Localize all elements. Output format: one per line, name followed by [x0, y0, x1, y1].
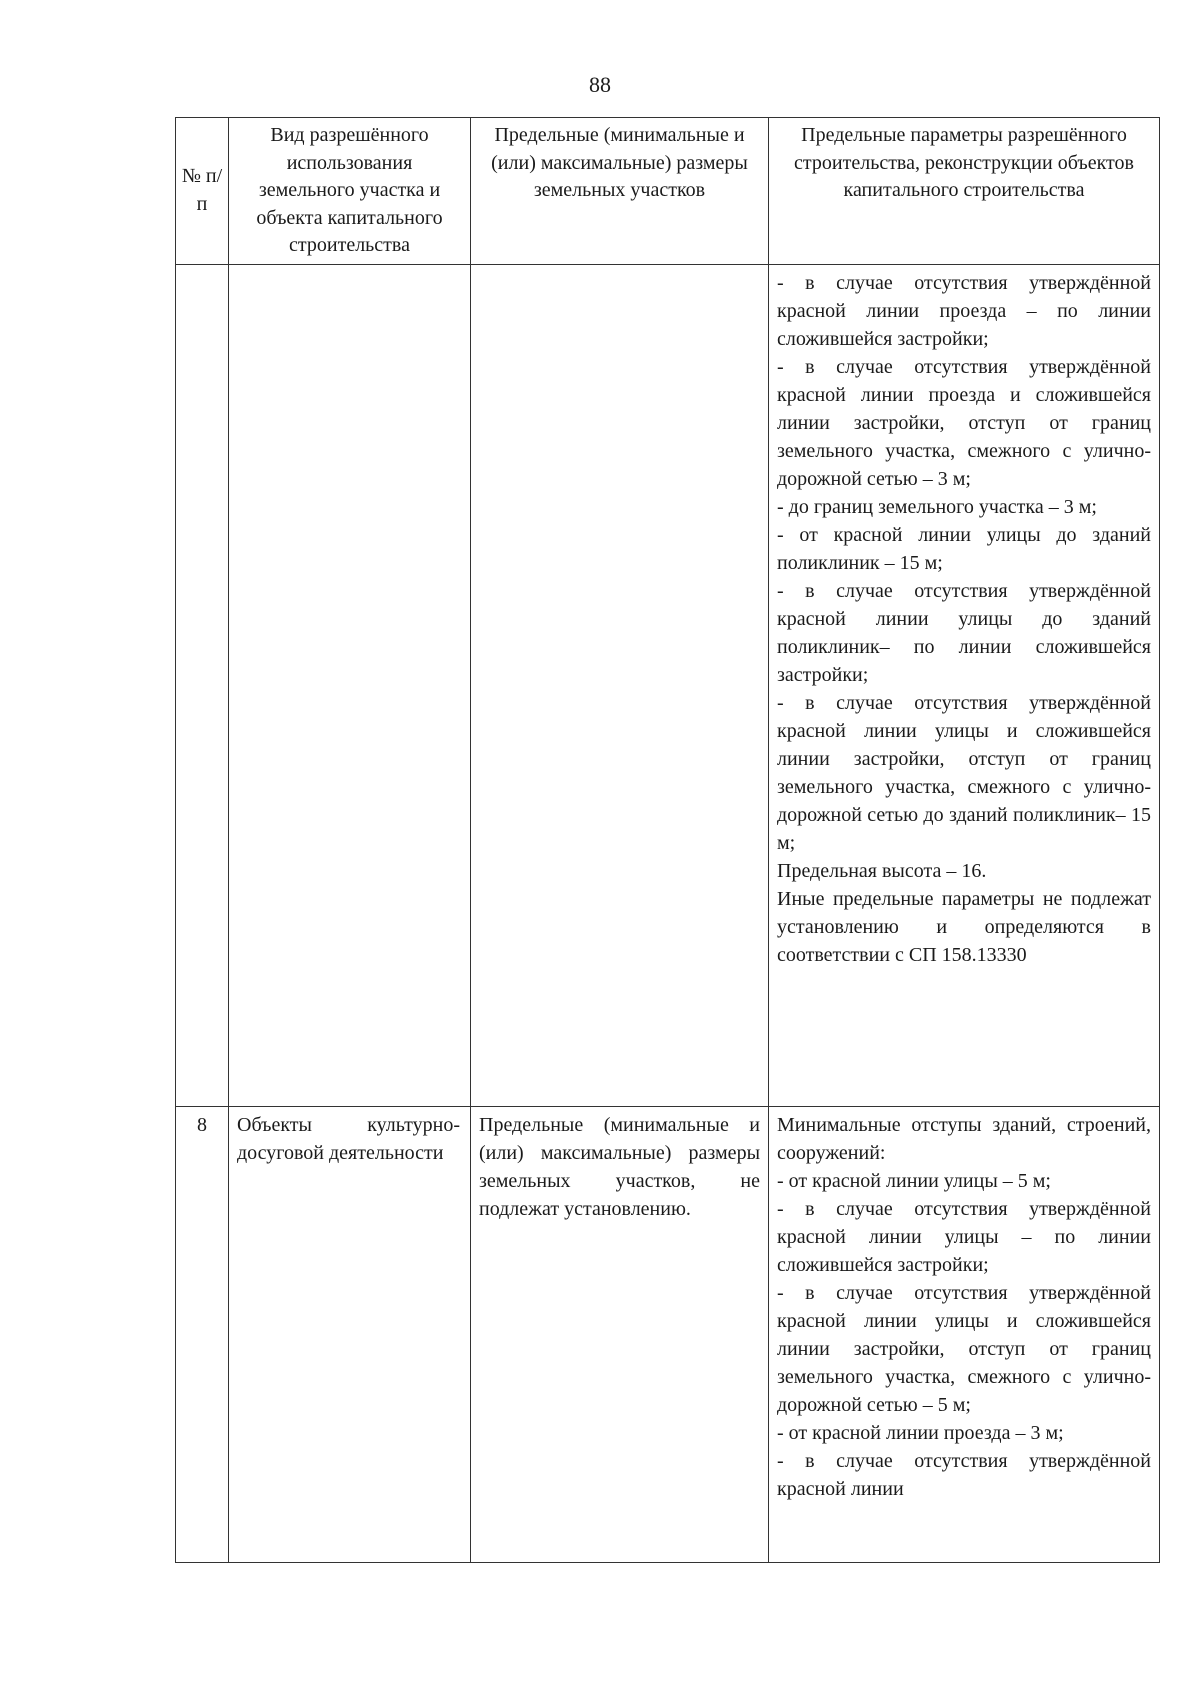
table-header-row: [176, 118, 1160, 265]
regulations-table: [175, 117, 1160, 1563]
page-number: 88: [589, 72, 611, 97]
param-line: - от красной линии проезда – 3 м;: [777, 1421, 1064, 1444]
cell-construction-params: [769, 1106, 1160, 1562]
cell-number: 8: [176, 1106, 229, 1562]
table-row: [176, 1106, 1160, 1562]
param-line: Предельная высота – 16.: [777, 859, 987, 882]
param-line: - до границ земельного участка – 3 м;: [777, 495, 1097, 518]
param-line: - от красной линии улицы – 5 м;: [777, 1169, 1051, 1192]
header-number: № п/п: [176, 118, 229, 265]
header-plot-sizes: Предельные (минимальные и (или) максимальные) размеры земельных участков: [471, 118, 769, 265]
param-line: Минимальные отступы зданий, строений, сооружений:: [777, 1113, 1151, 1164]
param-line: - от красной линии улицы до зданий поликлиник – 15 м;: [777, 523, 1151, 574]
cell-size-empty: [471, 264, 769, 1106]
permitted-use-text: Объекты культурно-досуговой деятельности: [237, 1113, 460, 1164]
param-line: - в случае отсутствия утверждённой красной линии проезда и сложившейся линии застройки, отступ от границ земельного участка, смежного с улично-дорожной сетью – 3 м;: [777, 355, 1151, 490]
param-line: - в случае отсутствия утверждённой красной линии улицы – по линии сложившейся застройки;: [777, 1197, 1151, 1276]
cell-number-empty: [176, 264, 229, 1106]
header-construction-params: Предельные параметры разрешённого строительства, реконструкции объектов капитального строительства: [769, 118, 1160, 265]
table-row-continued: [176, 264, 1160, 1106]
cell-plot-sizes: [471, 1106, 769, 1562]
plot-sizes-text: Предельные (минимальные и (или) максимальные) размеры земельных участков, не подлежат установлению.: [479, 1113, 760, 1220]
header-permitted-use: Вид разрешённого использования земельного участка и объекта капитального строительства: [229, 118, 471, 265]
param-line: - в случае отсутствия утверждённой красной линии улицы и сложившейся линии застройки, отступ от границ земельного участка, смежного с улично-дорожной сетью до зданий поликлиник– 15 м;: [777, 691, 1151, 854]
param-line: - в случае отсутствия утверждённой красной линии улицы до зданий поликлиник– по линии сложившейся застройки;: [777, 579, 1151, 686]
param-line: - в случае отсутствия утверждённой красной линии: [777, 1449, 1151, 1500]
param-line: Иные предельные параметры не подлежат установлению и определяются в соответствии с СП 158.13330: [777, 887, 1151, 966]
cell-permitted-use: [229, 1106, 471, 1562]
param-line: - в случае отсутствия утверждённой красной линии проезда – по линии сложившейся застройки;: [777, 271, 1151, 350]
cell-use-empty: [229, 264, 471, 1106]
cell-params-continued: [769, 264, 1160, 1106]
param-line: - в случае отсутствия утверждённой красной линии улицы и сложившейся линии застройки, отступ от границ земельного участка, смежного с улично-дорожной сетью – 5 м;: [777, 1281, 1151, 1416]
